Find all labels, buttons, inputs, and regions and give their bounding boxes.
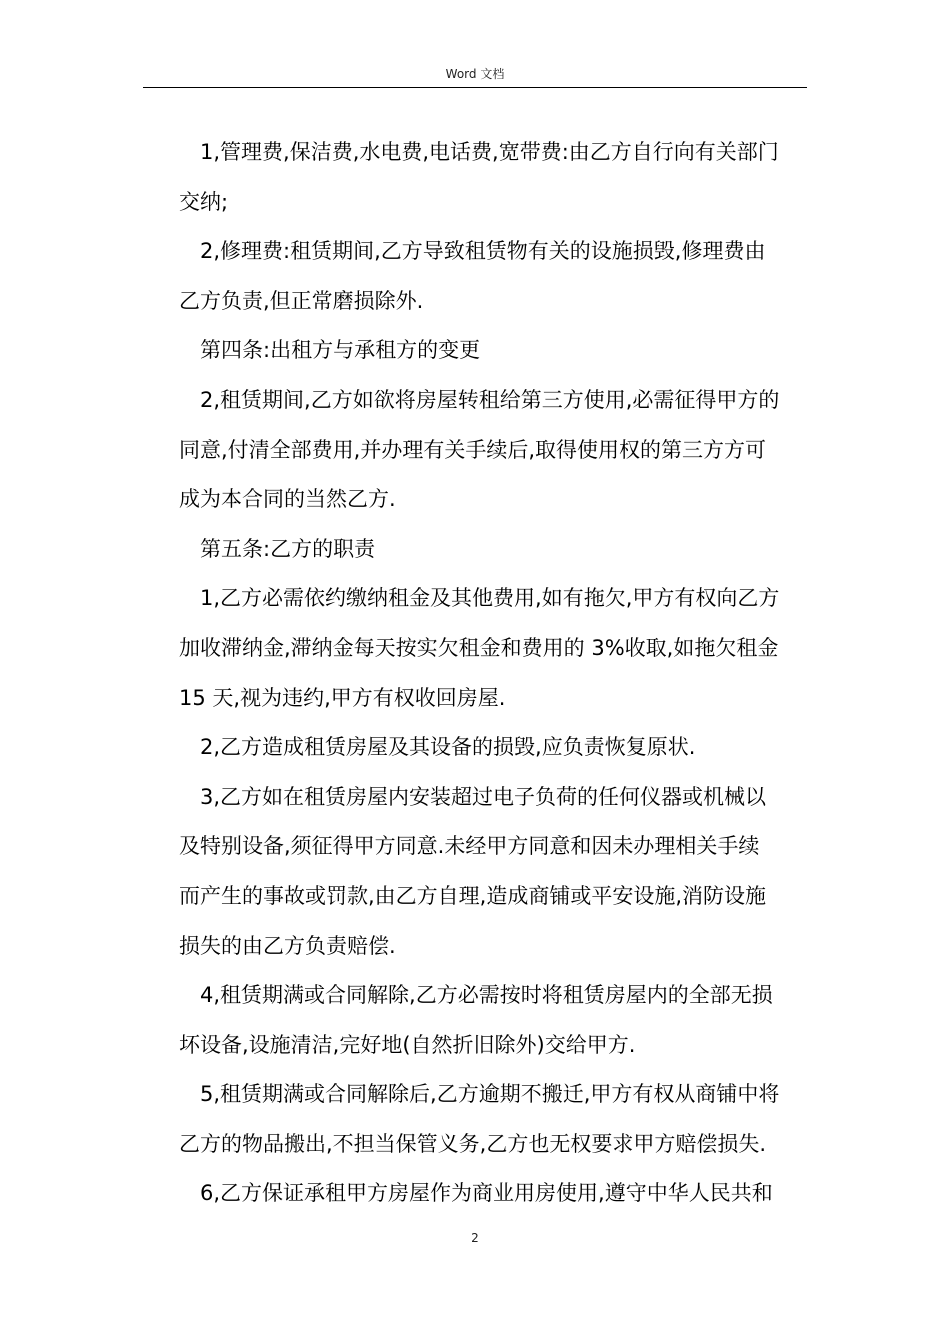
paragraph-line: 1,管理费,保洁费,水电费,电话费,宽带费:由乙方自行向有关部门 bbox=[200, 140, 779, 164]
paragraph-line: 坏设备,设施清洁,完好地(自然折旧除外)交给甲方. bbox=[179, 1032, 636, 1057]
section-heading: 第五条:乙方的职责 bbox=[200, 536, 376, 561]
paragraph-line: 2,修理费:租赁期间,乙方导致租赁物有关的设施损毁,修理费由 bbox=[200, 239, 766, 264]
paragraph-line: 成为本合同的当然乙方. bbox=[179, 487, 396, 512]
paragraph-line: 损失的由乙方负责赔偿. bbox=[179, 933, 396, 958]
page-number: 2 bbox=[471, 1231, 479, 1245]
paragraph-line: 加收滞纳金,滞纳金每天按实欠租金和费用的 3%收取,如拖欠租金 bbox=[179, 635, 779, 660]
paragraph-line: 乙方负责,但正常磨损除外. bbox=[179, 288, 424, 313]
paragraph-line: 15 天,视为违约,甲方有权收回房屋. bbox=[179, 685, 506, 710]
paragraph-line: 乙方的物品搬出,不担当保管义务,乙方也无权要求甲方赔偿损失. bbox=[179, 1131, 767, 1156]
document-body bbox=[179, 128, 809, 1219]
paragraph-line: 1,乙方必需依约缴纳租金及其他费用,如有拖欠,甲方有权向乙方 bbox=[200, 586, 780, 611]
paragraph-line: 2,租赁期间,乙方如欲将房屋转租给第三方使用,必需征得甲方的 bbox=[200, 387, 780, 412]
section-heading: 第四条:出租方与承租方的变更 bbox=[200, 338, 481, 363]
paragraph-line: 3,乙方如在租赁房屋内安装超过电子负荷的任何仪器或机械以 bbox=[200, 784, 767, 809]
paragraph-line: 2,乙方造成租赁房屋及其设备的损毁,应负责恢复原状. bbox=[200, 735, 696, 760]
paragraph-line: 5,租赁期满或合同解除后,乙方逾期不搬迁,甲方有权从商铺中将 bbox=[200, 1082, 780, 1107]
header-divider bbox=[143, 87, 807, 88]
paragraph-line: 而产生的事故或罚款,由乙方自理,造成商铺或平安设施,消防设施 bbox=[179, 883, 767, 908]
paragraph-line: 4,租赁期满或合同解除,乙方必需按时将租赁房屋内的全部无损 bbox=[200, 983, 773, 1008]
paragraph-line: 6,乙方保证承租甲方房屋作为商业用房使用,遵守中华人民共和 bbox=[200, 1181, 773, 1206]
paragraph-line: 交纳; bbox=[179, 189, 229, 214]
paragraph-line: 同意,付清全部费用,并办理有关手续后,取得使用权的第三方方可 bbox=[179, 437, 767, 462]
paragraph-line: 及特别设备,须征得甲方同意.未经甲方同意和因未办理相关手续 bbox=[179, 834, 760, 859]
document-header: Word 文档 bbox=[445, 67, 505, 81]
